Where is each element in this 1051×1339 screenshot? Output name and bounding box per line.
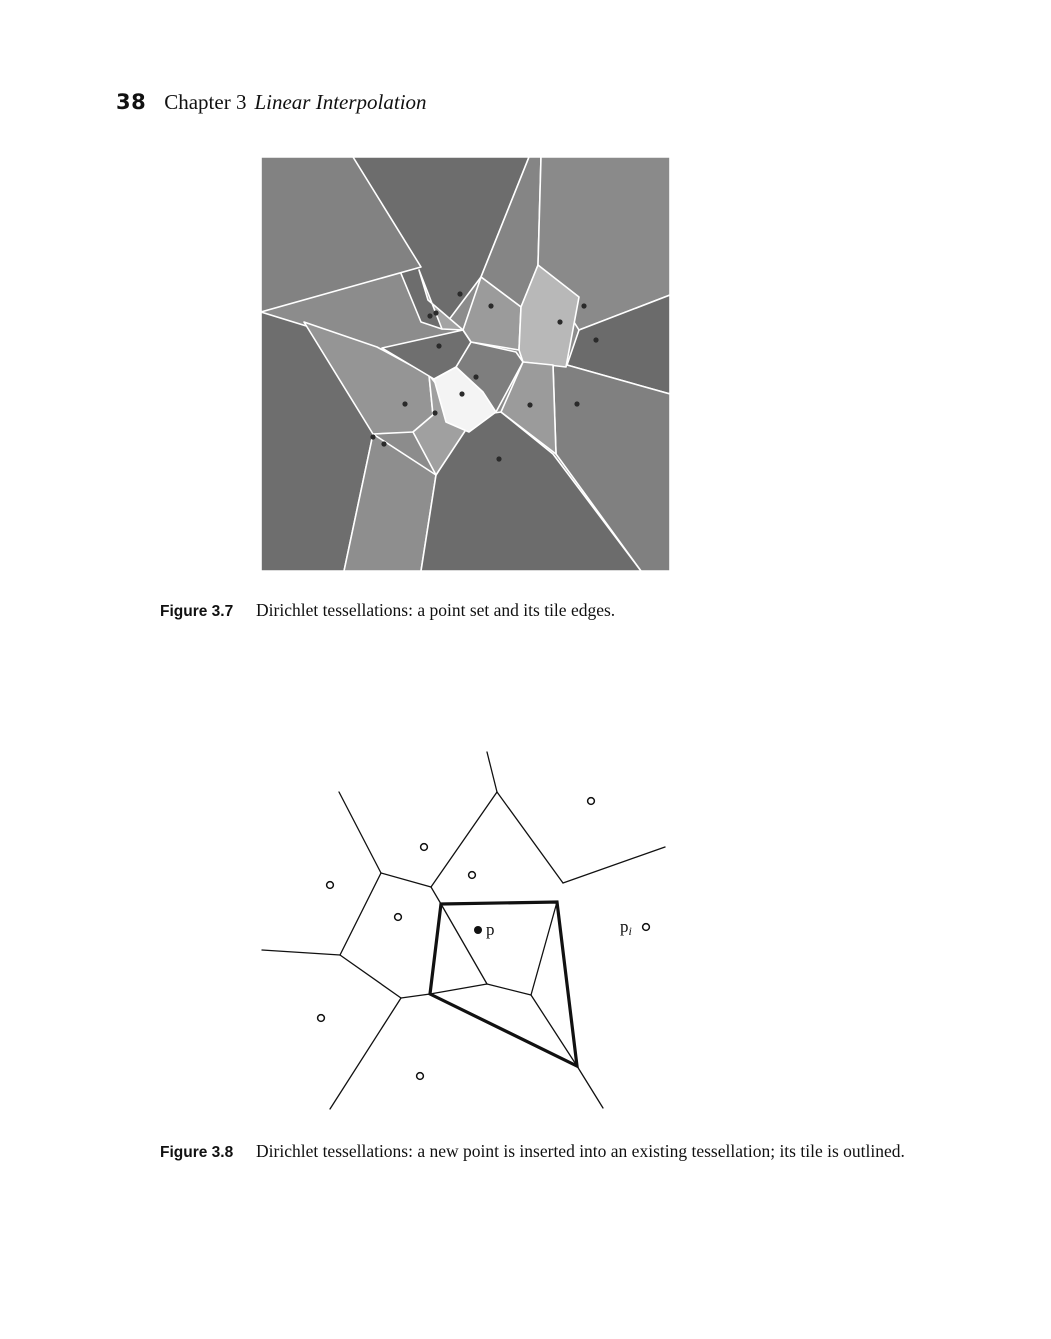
chapter-title: Linear Interpolation — [254, 90, 427, 114]
data-point — [436, 343, 441, 348]
data-point — [457, 291, 462, 296]
caption-text: Dirichlet tessellations: a new point is inserted into an existing tessellation; its tile is outlined. — [256, 1141, 905, 1161]
tile-edges — [262, 752, 665, 1109]
existing-point-label-base: p — [620, 917, 629, 936]
data-point — [370, 434, 375, 439]
existing-point — [318, 1015, 325, 1022]
data-point — [433, 310, 438, 315]
data-point — [496, 456, 501, 461]
new-point — [474, 926, 482, 934]
existing-point — [469, 872, 476, 879]
existing-point — [417, 1073, 424, 1080]
data-point — [473, 374, 478, 379]
new-point-label: p — [486, 920, 495, 939]
existing-point — [327, 882, 334, 889]
data-point — [557, 319, 562, 324]
running-head — [116, 90, 427, 120]
figure-3-8-caption — [160, 1140, 950, 1164]
caption-label: Figure 3.7 — [160, 603, 234, 620]
existing-points — [318, 798, 650, 1080]
figure-3-8-insertion — [250, 745, 680, 1115]
data-point — [527, 402, 532, 407]
figure-3-7-caption — [160, 599, 950, 623]
data-point — [574, 401, 579, 406]
caption-label: Figure 3.8 — [160, 1144, 234, 1161]
data-point — [427, 313, 432, 318]
data-point — [581, 303, 586, 308]
data-point — [432, 410, 437, 415]
existing-point-label — [620, 917, 632, 938]
figure-3-7-tessellation — [261, 157, 670, 571]
data-point — [488, 303, 493, 308]
existing-point — [395, 914, 402, 921]
data-point — [402, 401, 407, 406]
existing-point-label-subscript: i — [628, 924, 632, 938]
caption-text: Dirichlet tessellations: a point set and its tile edges. — [256, 600, 616, 620]
page-number: 38 — [116, 90, 147, 114]
data-point — [459, 391, 464, 396]
data-point — [593, 337, 598, 342]
existing-point — [588, 798, 595, 805]
existing-point-pi — [643, 924, 650, 931]
chapter-label: Chapter 3 — [164, 90, 247, 114]
data-point — [381, 441, 386, 446]
existing-point — [421, 844, 428, 851]
new-tile-outline — [430, 902, 577, 1066]
